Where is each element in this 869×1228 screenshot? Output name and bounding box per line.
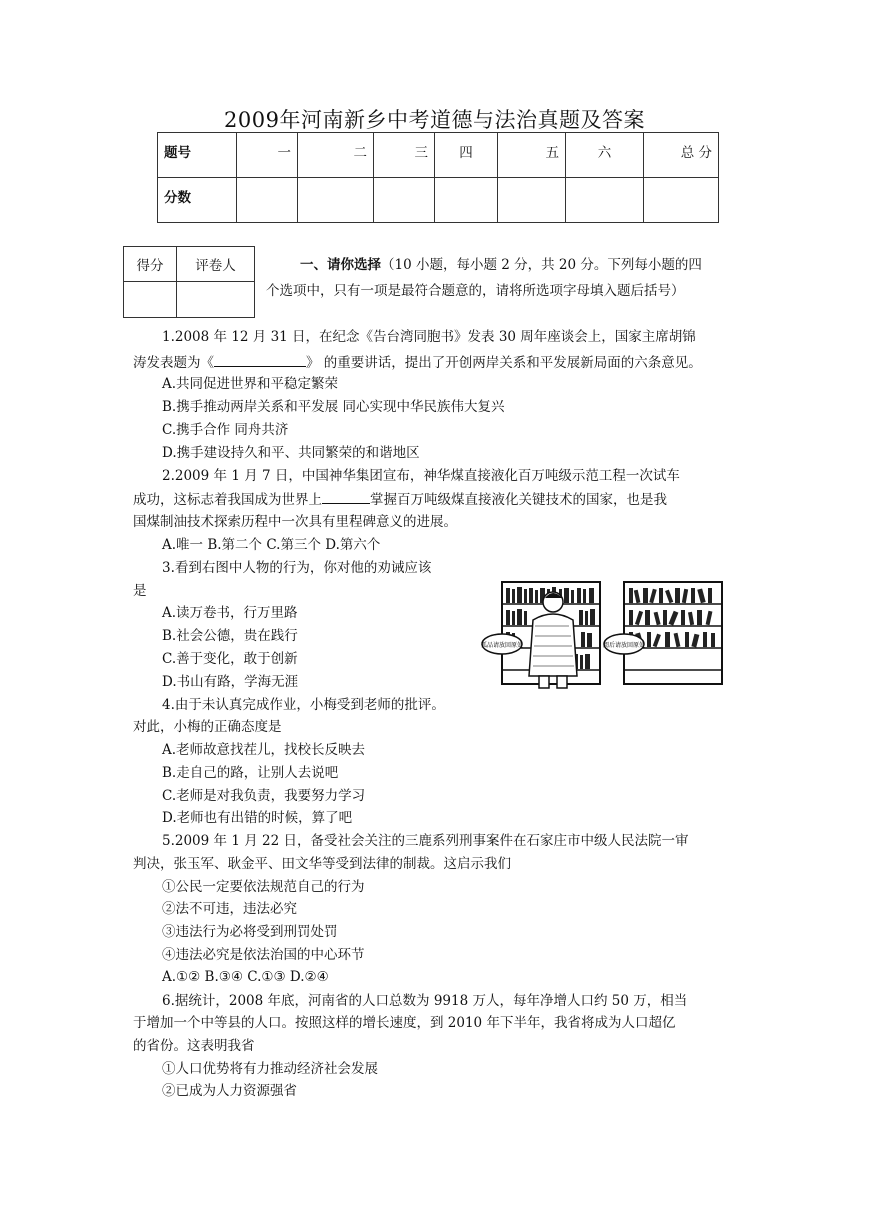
q6-stem-end: 的省份。这表明我省 [133, 1038, 255, 1054]
score-cell[interactable] [298, 178, 374, 223]
q6-stem-cont: 于增加一个中等县的人口。按照这样的增长速度，到 2010 年下半年，我省将成为人口超亿 [133, 1015, 676, 1031]
score-header-cell: 四 [435, 133, 498, 178]
score-header-cell: 二 [298, 133, 374, 178]
score-header-cell: 题号 [158, 133, 237, 178]
score-table-header-row [158, 133, 719, 178]
q4-stem: 4.由于未认真完成作业，小梅受到老师的批评。 [162, 697, 445, 713]
answer-blank[interactable] [322, 489, 370, 504]
grader-name-cell[interactable] [177, 282, 255, 318]
answer-blank[interactable] [214, 352, 306, 367]
q4-stem-cont: 对此，小梅的正确态度是 [133, 719, 282, 735]
grader-name-label: 评卷人 [177, 247, 255, 282]
q5-statement-3: ③违法行为必将受到刑罚处罚 [162, 924, 338, 940]
q3-option-d: D.书山有路，学海无涯 [162, 674, 299, 690]
q1-option-d: D.携手建设持久和平、共同繁荣的和谐地区 [162, 445, 420, 461]
score-header-cell: 一 [237, 133, 298, 178]
q6-statement-2: ②已成为人力资源强省 [162, 1083, 297, 1099]
q1-stem: 1.2008 年 12 月 31 日，在纪念《告台湾同胞书》发表 30 周年座谈会上，国家主席胡锦 [162, 329, 696, 345]
q2-stem-cont [133, 489, 667, 510]
q4-option-a: A.老师故意找茬儿，找校长反映去 [162, 742, 366, 758]
grader-score-label: 得分 [124, 247, 177, 282]
section-instructions: （10 小题，每小题 2 分，共 20 分。下列每小题的四 [381, 257, 702, 273]
section-title: 一、请你选择 [300, 257, 381, 273]
q3-stem: 3.看到右图中人物的行为，你对他的劝诫应该 [162, 560, 432, 576]
q5-options: A.①② B.③④ C.①③ D.②④ [162, 969, 329, 985]
q5-stem-cont: 判决，张玉军、耿金平、田文华等受到法律的制裁。这启示我们 [133, 856, 511, 872]
score-cell[interactable] [374, 178, 435, 223]
q4-option-d: D.老师也有出错的时候，算了吧 [162, 810, 353, 826]
q6-statement-1: ①人口优势将有力推动经济社会发展 [162, 1061, 378, 1077]
q2-stem-end: 国煤制油技术探索历程中一次具有里程碑意义的进展。 [133, 514, 457, 530]
score-header-cell: 三 [374, 133, 435, 178]
score-table-row [158, 178, 719, 223]
q5-statement-4: ④违法必究是依法治国的中心环节 [162, 947, 365, 963]
score-cell[interactable] [435, 178, 498, 223]
score-cell[interactable] [237, 178, 298, 223]
q1-stem-a: 涛发表题为《 [133, 355, 214, 371]
q5-stem: 5.2009 年 1 月 22 日，备受社会关注的三鹿系列刑事案件在石家庄市中级人民法院一审 [162, 833, 689, 849]
bookshelf-cartoon [479, 580, 733, 690]
page-title: 2009年河南新乡中考道德与法治真题及答案 [224, 108, 645, 132]
q3-option-b: B.社会公德，贵在践行 [162, 628, 298, 644]
score-header-cell: 总 分 [644, 133, 719, 178]
q2-stem-a: 成功，这标志着我国成为世界上 [133, 492, 322, 508]
q1-option-a: A.共同促进世界和平稳定繁荣 [162, 376, 339, 392]
score-header-cell: 五 [498, 133, 566, 178]
q3-stem-cont: 是 [133, 583, 147, 599]
q2-stem: 2.2009 年 1 月 7 日，中国神华集团宣布，神华煤直接液化百万吨级示范工程一次试车 [162, 468, 680, 484]
q6-stem: 6.据统计，2008 年底，河南省的人口总数为 9918 万人，每年净增人口约 50 万，相当 [162, 993, 688, 1009]
section-instructions-cont: 个选项中，只有一项是最符合题意的，请将所选项字母填入题后括号） [266, 283, 685, 299]
q5-statement-1: ①公民一定要依法规范自己的行为 [162, 879, 365, 895]
q1-option-c: C.携手合作 同舟共济 [162, 422, 289, 438]
sign-right-text: 阅后请放回原处 [602, 642, 646, 649]
section-heading [266, 252, 742, 304]
score-row-label: 分数 [158, 178, 237, 223]
q4-option-b: B.走自己的路，让别人去说吧 [162, 765, 339, 781]
q1-stem-cont [133, 352, 702, 373]
q3-option-a: A.读万卷书，行万里路 [162, 605, 298, 621]
sign-left-text: 孤品请放回原处 [480, 642, 524, 649]
q2-options: A.唯一 B.第二个 C.第三个 D.第六个 [162, 537, 381, 553]
grader-table [123, 246, 255, 318]
score-cell[interactable] [644, 178, 719, 223]
score-cell[interactable] [498, 178, 566, 223]
grader-score-cell[interactable] [124, 282, 177, 318]
score-cell[interactable] [566, 178, 644, 223]
score-table [157, 132, 719, 223]
q1-stem-b: 》 的重要讲话，提出了开创两岸关系和平发展新局面的六条意见。 [306, 355, 702, 371]
q1-option-b: B.携手推动两岸关系和平发展 同心实现中华民族伟大复兴 [162, 399, 505, 415]
q2-stem-b: 掌握百万吨级煤直接液化关键技术的国家，也是我 [370, 492, 667, 508]
q5-statement-2: ②法不可违，违法必究 [162, 901, 297, 917]
q3-option-c: C.善于变化，敢于创新 [162, 651, 298, 667]
score-header-cell: 六 [566, 133, 644, 178]
q4-option-c: C.老师是对我负责，我要努力学习 [162, 788, 366, 804]
